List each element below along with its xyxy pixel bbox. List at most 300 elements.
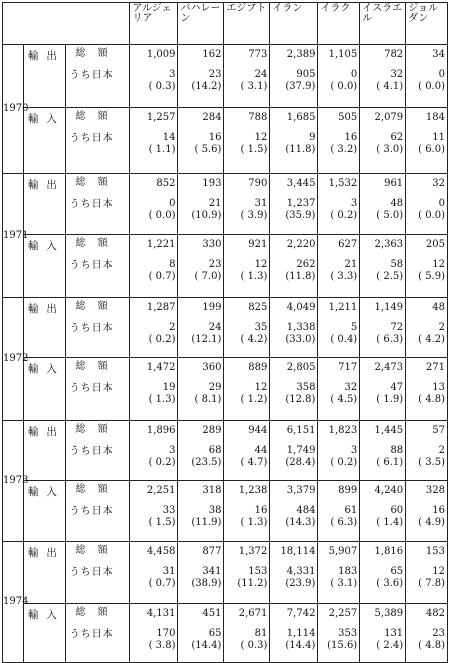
japan-value: 0	[438, 198, 445, 209]
japan-share: (11.9)	[191, 517, 222, 528]
total-value: 360	[202, 362, 222, 373]
japan-value: 88	[390, 445, 404, 456]
japan-share: ( 2.5)	[376, 271, 404, 282]
japan-value: 12	[254, 132, 268, 143]
total-value: 2,079	[374, 112, 404, 123]
japan-value: 60	[390, 505, 404, 516]
japan-share: ( 0.3)	[148, 81, 176, 92]
flow-cell: 輸入	[23, 235, 65, 298]
value-cell	[178, 298, 224, 358]
japan-share: ( 6.3)	[376, 334, 404, 345]
japan-share: ( 0.0)	[418, 81, 445, 92]
value-cell	[406, 108, 448, 174]
japan-value: 905	[296, 69, 316, 80]
total-label: 総額	[75, 238, 120, 249]
japan-label: うち日本	[69, 70, 114, 81]
flow-cell: 輸出	[23, 421, 65, 481]
value-cell	[224, 298, 270, 358]
japan-share: ( 4.8)	[418, 394, 445, 405]
japan-share: ( 3.9)	[240, 210, 268, 221]
japan-value: 4,331	[286, 566, 316, 577]
japan-value: 262	[296, 259, 316, 270]
col-header: バハレーン	[178, 3, 224, 45]
total-value: 899	[338, 485, 358, 496]
japan-share: (15.6)	[327, 640, 358, 651]
japan-value: 38	[208, 505, 222, 516]
japan-share: ( 8.1)	[194, 394, 222, 405]
japan-share: ( 1.5)	[240, 144, 268, 155]
japan-share: ( 0.0)	[330, 81, 358, 92]
japan-value: 153	[248, 566, 268, 577]
japan-value: 32	[390, 69, 404, 80]
japan-value: 23	[208, 69, 222, 80]
total-value: 2,805	[286, 362, 316, 373]
japan-value: 62	[390, 132, 404, 143]
japan-value: 47	[390, 382, 404, 393]
total-value: 34	[432, 49, 445, 60]
total-value: 205	[425, 239, 445, 250]
total-label: 総額	[75, 607, 120, 618]
total-value: 2,389	[286, 49, 316, 60]
row-label-cell	[65, 235, 130, 298]
value-cell	[360, 542, 406, 604]
japan-value: 3	[350, 198, 358, 209]
japan-share: ( 1.1)	[148, 144, 176, 155]
total-value: 921	[248, 239, 268, 250]
total-value: 852	[156, 178, 176, 189]
table-row	[3, 45, 448, 108]
year-cell: 1974	[3, 542, 24, 663]
value-cell	[318, 604, 360, 663]
value-cell	[224, 358, 270, 421]
row-label-cell	[65, 298, 130, 358]
total-value: 330	[202, 239, 222, 250]
flow-cell: 輸出	[23, 298, 65, 358]
japan-label: うち日本	[69, 323, 114, 334]
total-value: 2,251	[146, 485, 176, 496]
japan-value: 1,114	[286, 628, 316, 639]
japan-share: ( 3.1)	[330, 578, 358, 589]
japan-share: ( 4.1)	[376, 81, 404, 92]
value-cell	[178, 235, 224, 298]
japan-share: ( 4.2)	[418, 334, 445, 345]
japan-share: ( 0.0)	[148, 210, 176, 221]
japan-value: 8	[169, 259, 176, 270]
total-label: 総額	[75, 177, 120, 188]
japan-share: (10.9)	[191, 210, 222, 221]
japan-value: 12	[254, 259, 268, 270]
japan-value: 81	[254, 628, 268, 639]
value-cell	[406, 358, 448, 421]
japan-value: 2	[438, 445, 445, 456]
japan-value: 16	[208, 132, 222, 143]
table-row	[3, 481, 448, 542]
total-value: 1,685	[286, 112, 316, 123]
value-cell	[178, 174, 224, 235]
value-cell	[130, 298, 178, 358]
japan-value: 2	[438, 322, 445, 333]
japan-value: 68	[208, 445, 222, 456]
value-cell	[270, 358, 318, 421]
japan-share: ( 1.9)	[376, 394, 404, 405]
total-value: 153	[425, 546, 445, 557]
total-value: 5,907	[328, 546, 358, 557]
japan-value: 0	[350, 69, 358, 80]
japan-value: 484	[296, 505, 316, 516]
total-value: 4,131	[146, 608, 176, 619]
value-cell	[270, 108, 318, 174]
table-row	[3, 421, 448, 481]
total-value: 944	[248, 425, 268, 436]
japan-share: (14.4)	[191, 640, 222, 651]
total-value: 1,221	[146, 239, 176, 250]
value-cell	[270, 235, 318, 298]
japan-value: 16	[432, 505, 445, 516]
total-value: 877	[202, 546, 222, 557]
japan-value: 33	[162, 505, 176, 516]
value-cell	[360, 298, 406, 358]
value-cell	[178, 421, 224, 481]
year-cell: 1973	[3, 421, 24, 542]
value-cell	[270, 542, 318, 604]
total-value: 1,105	[328, 49, 358, 60]
row-label-cell	[65, 108, 130, 174]
flow-cell: 輸出	[23, 45, 65, 108]
japan-label: うち日本	[69, 446, 114, 457]
japan-share: (37.9)	[285, 81, 316, 92]
value-cell	[318, 481, 360, 542]
japan-share: ( 0.2)	[330, 457, 358, 468]
value-cell	[224, 481, 270, 542]
year-cell: 1971	[3, 174, 24, 298]
japan-label: うち日本	[69, 567, 114, 578]
value-cell	[318, 421, 360, 481]
total-value: 1,532	[328, 178, 358, 189]
total-value: 1,009	[146, 49, 176, 60]
japan-share: ( 0.2)	[148, 334, 176, 345]
total-label: 総額	[75, 484, 120, 495]
japan-label: うち日本	[69, 506, 114, 517]
value-cell	[130, 108, 178, 174]
japan-value: 1,237	[286, 198, 316, 209]
japan-share: (11.8)	[285, 271, 316, 282]
table-row	[3, 174, 448, 235]
col-header: イスラエル	[360, 3, 406, 45]
value-cell	[224, 235, 270, 298]
total-value: 4,458	[146, 546, 176, 557]
total-value: 627	[338, 239, 358, 250]
col-header: エジプト	[224, 3, 270, 45]
total-value: 790	[248, 178, 268, 189]
value-cell	[130, 481, 178, 542]
total-value: 284	[202, 112, 222, 123]
total-value: 48	[432, 302, 445, 313]
total-value: 717	[338, 362, 358, 373]
value-cell	[406, 542, 448, 604]
japan-share: ( 1.5)	[148, 517, 176, 528]
japan-value: 9	[309, 132, 316, 143]
col-header: イラン	[270, 3, 318, 45]
japan-share: ( 4.9)	[418, 517, 445, 528]
japan-value: 13	[432, 382, 445, 393]
japan-value: 21	[344, 259, 358, 270]
total-value: 4,240	[374, 485, 404, 496]
total-value: 482	[425, 608, 445, 619]
japan-value: 341	[202, 566, 222, 577]
japan-share: ( 2.4)	[376, 640, 404, 651]
japan-share: ( 0.4)	[330, 334, 358, 345]
japan-value: 16	[344, 132, 358, 143]
japan-value: 12	[432, 259, 445, 270]
japan-value: 12	[254, 382, 268, 393]
value-cell	[318, 174, 360, 235]
japan-share: (33.0)	[285, 334, 316, 345]
japan-share: (12.1)	[191, 334, 222, 345]
japan-share: ( 1.3)	[240, 271, 268, 282]
col-header: ジョルダン	[406, 3, 448, 45]
japan-share: (11.8)	[285, 144, 316, 155]
value-cell	[360, 358, 406, 421]
japan-value: 24	[208, 322, 222, 333]
japan-share: ( 4.2)	[240, 334, 268, 345]
japan-share: ( 3.8)	[148, 640, 176, 651]
total-label: 総額	[75, 301, 120, 312]
value-cell	[224, 604, 270, 663]
row-label-cell	[65, 542, 130, 604]
total-value: 889	[248, 362, 268, 373]
total-label: 総額	[75, 424, 120, 435]
japan-share: ( 3.3)	[330, 271, 358, 282]
japan-value: 3	[350, 445, 358, 456]
flow-cell: 輸出	[23, 542, 65, 604]
japan-share: ( 6.0)	[418, 144, 445, 155]
japan-value: 353	[338, 628, 358, 639]
japan-share: ( 1.2)	[240, 394, 268, 405]
japan-value: 3	[169, 69, 176, 80]
japan-value: 0	[169, 198, 176, 209]
value-cell	[318, 542, 360, 604]
value-cell	[406, 174, 448, 235]
value-cell	[130, 604, 178, 663]
table-row	[3, 298, 448, 358]
col-header: アルジェリア	[130, 3, 178, 45]
japan-share: (28.4)	[285, 457, 316, 468]
value-cell	[406, 235, 448, 298]
japan-share: ( 4.7)	[240, 457, 268, 468]
total-label: 総額	[75, 361, 120, 372]
total-value: 1,149	[374, 302, 404, 313]
total-value: 2,473	[374, 362, 404, 373]
total-value: 1,823	[328, 425, 358, 436]
total-value: 5,389	[374, 608, 404, 619]
value-cell	[270, 174, 318, 235]
japan-value: 31	[254, 198, 268, 209]
value-cell	[360, 481, 406, 542]
header-row	[3, 3, 448, 45]
value-cell	[224, 542, 270, 604]
japan-value: 21	[208, 198, 222, 209]
table-row	[3, 542, 448, 604]
japan-share: (11.2)	[237, 578, 268, 589]
japan-value: 2	[169, 322, 176, 333]
total-value: 6,151	[286, 425, 316, 436]
value-cell	[360, 45, 406, 108]
japan-share: ( 5.6)	[194, 144, 222, 155]
value-cell	[224, 174, 270, 235]
total-value: 505	[338, 112, 358, 123]
value-cell	[360, 174, 406, 235]
value-cell	[130, 421, 178, 481]
total-value: 451	[202, 608, 222, 619]
japan-share: ( 7.8)	[418, 578, 445, 589]
value-cell	[318, 108, 360, 174]
total-value: 2,363	[374, 239, 404, 250]
japan-value: 12	[432, 566, 445, 577]
total-value: 1,257	[146, 112, 176, 123]
value-cell	[360, 604, 406, 663]
japan-share: (35.9)	[285, 210, 316, 221]
total-value: 788	[248, 112, 268, 123]
japan-value: 131	[384, 628, 404, 639]
japan-share: ( 3.0)	[376, 144, 404, 155]
japan-value: 31	[162, 566, 176, 577]
japan-share: ( 5.9)	[418, 271, 445, 282]
year-cell: 1972	[3, 298, 24, 421]
total-value: 1,472	[146, 362, 176, 373]
total-label: 総額	[75, 545, 120, 556]
japan-share: (23.9)	[285, 578, 316, 589]
japan-label: うち日本	[69, 629, 114, 640]
japan-value: 1,749	[286, 445, 316, 456]
japan-value: 170	[156, 628, 176, 639]
total-value: 4,049	[286, 302, 316, 313]
japan-value: 29	[208, 382, 222, 393]
japan-value: 48	[390, 198, 404, 209]
total-label: 総額	[75, 48, 120, 59]
japan-value: 14	[162, 132, 176, 143]
japan-share: ( 3.5)	[418, 457, 445, 468]
value-cell	[178, 542, 224, 604]
total-value: 773	[248, 49, 268, 60]
japan-value: 44	[254, 445, 268, 456]
total-value: 1,816	[374, 546, 404, 557]
value-cell	[270, 298, 318, 358]
total-value: 32	[432, 178, 445, 189]
total-value: 193	[202, 178, 222, 189]
flow-cell: 輸入	[23, 358, 65, 421]
japan-label: うち日本	[69, 383, 114, 394]
value-cell	[130, 235, 178, 298]
value-cell	[406, 45, 448, 108]
japan-value: 58	[390, 259, 404, 270]
japan-share: ( 0.2)	[148, 457, 176, 468]
flow-cell: 輸入	[23, 604, 65, 663]
total-value: 1,896	[146, 425, 176, 436]
row-label-cell	[65, 421, 130, 481]
value-cell	[178, 604, 224, 663]
total-value: 57	[432, 425, 445, 436]
total-value: 1,238	[238, 485, 268, 496]
table-body	[3, 45, 448, 663]
japan-value: 61	[344, 505, 358, 516]
value-cell	[360, 235, 406, 298]
total-value: 1,287	[146, 302, 176, 313]
total-value: 318	[202, 485, 222, 496]
value-cell	[178, 358, 224, 421]
value-cell	[360, 108, 406, 174]
total-value: 7,742	[286, 608, 316, 619]
row-label-cell	[65, 358, 130, 421]
japan-value: 65	[208, 628, 222, 639]
flow-cell: 輸入	[23, 108, 65, 174]
value-cell	[130, 542, 178, 604]
value-cell	[178, 45, 224, 108]
table-row	[3, 358, 448, 421]
value-cell	[406, 481, 448, 542]
col-header: イラク	[318, 3, 360, 45]
japan-share: ( 0.0)	[418, 210, 445, 221]
japan-share: ( 5.0)	[376, 210, 404, 221]
total-value: 162	[202, 49, 222, 60]
total-value: 289	[202, 425, 222, 436]
total-value: 1,445	[374, 425, 404, 436]
table-row	[3, 604, 448, 663]
value-cell	[406, 604, 448, 663]
japan-share: ( 1.4)	[376, 517, 404, 528]
japan-share: ( 3.2)	[330, 144, 358, 155]
japan-share: (38.9)	[191, 578, 222, 589]
table-row	[3, 235, 448, 298]
value-cell	[318, 45, 360, 108]
japan-value: 11	[432, 132, 445, 143]
japan-value: 3	[169, 445, 176, 456]
value-cell	[178, 108, 224, 174]
japan-value: 183	[338, 566, 358, 577]
value-cell	[318, 298, 360, 358]
japan-value: 72	[390, 322, 404, 333]
row-label-cell	[65, 604, 130, 663]
japan-share: ( 0.7)	[148, 271, 176, 282]
japan-share: (14.3)	[285, 517, 316, 528]
japan-share: ( 0.7)	[148, 578, 176, 589]
total-value: 184	[425, 112, 445, 123]
japan-value: 65	[390, 566, 404, 577]
value-cell	[318, 235, 360, 298]
japan-share: ( 0.2)	[330, 210, 358, 221]
flow-cell: 輸出	[23, 174, 65, 235]
japan-share: ( 6.3)	[330, 517, 358, 528]
japan-value: 5	[350, 322, 358, 333]
row-label-cell	[65, 174, 130, 235]
value-cell	[224, 108, 270, 174]
japan-value: 358	[296, 382, 316, 393]
japan-share: (14.4)	[285, 640, 316, 651]
total-value: 199	[202, 302, 222, 313]
japan-value: 1,338	[286, 322, 316, 333]
value-cell	[178, 481, 224, 542]
total-value: 782	[384, 49, 404, 60]
total-value: 2,257	[328, 608, 358, 619]
total-value: 1,211	[328, 302, 358, 313]
total-value: 3,379	[286, 485, 316, 496]
value-cell	[270, 45, 318, 108]
japan-value: 23	[208, 259, 222, 270]
japan-value: 16	[254, 505, 268, 516]
value-cell	[130, 358, 178, 421]
value-cell	[270, 604, 318, 663]
japan-share: ( 4.5)	[330, 394, 358, 405]
value-cell	[130, 45, 178, 108]
